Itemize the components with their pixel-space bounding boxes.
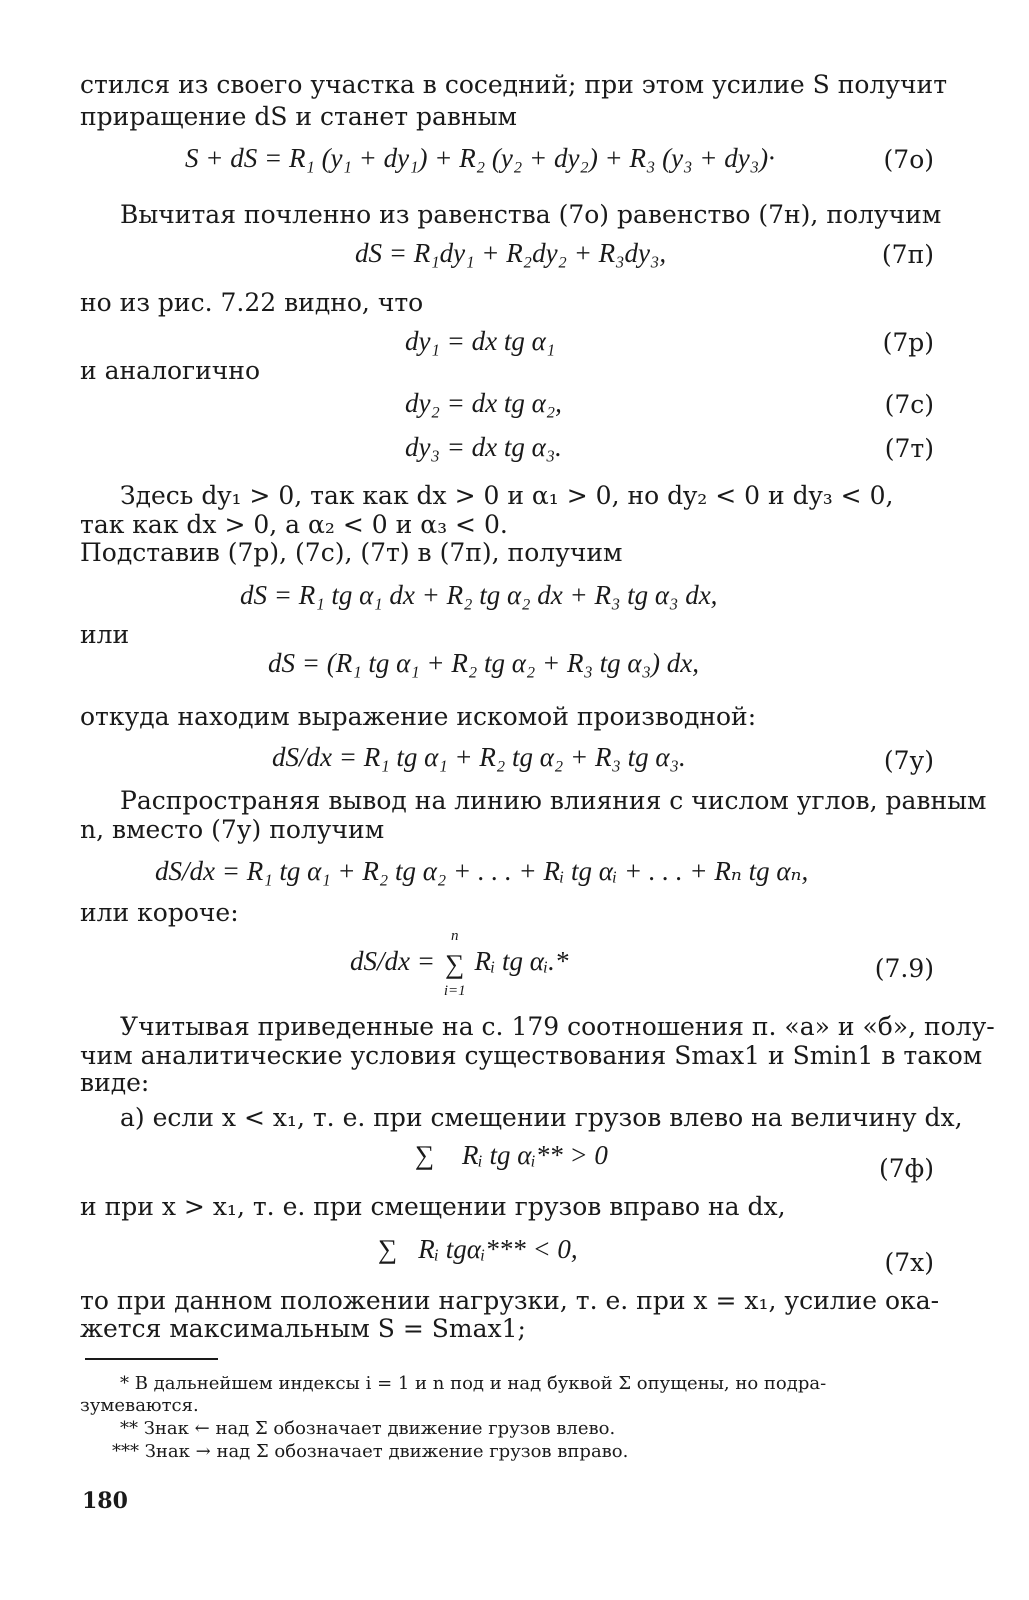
text-line: чим аналитические условия существования Smax1 и Smin1 в таком <box>80 1041 983 1070</box>
equation-7r: dy₁ = dx tg α₁ <box>405 326 556 356</box>
text-line: n, вместо (7у) получим <box>80 815 385 844</box>
text-line: откуда находим выражение искомой производной: <box>80 702 757 731</box>
text-line: Здесь dy₁ > 0, так как dx > 0 и α₁ > 0, но dy₂ < 0 и dy₃ < 0, <box>120 481 894 510</box>
footnote-2: ** Знак ← над Σ обозначает движение грузов влево. <box>120 1418 616 1439</box>
eq-rhs: Rᵢ tg αᵢ.* <box>474 946 569 976</box>
equation-number: (7р) <box>882 328 934 357</box>
text-line: стился из своего участка в соседний; при этом усилие S получит <box>80 70 948 99</box>
equation-7x: ∑⃗Rᵢ tgαᵢ*** < 0, <box>378 1234 578 1264</box>
equation-number: (7о) <box>883 145 934 174</box>
sum-lower-limit: i=1 <box>443 982 466 999</box>
text-line: или <box>80 620 130 649</box>
equation-7o: S + dS = R₁ (y₁ + dy₁) + R₂ (y₂ + dy₂) + R₃ (y₃ + dy₃)· <box>185 143 775 173</box>
text-line: то при данном положении нагрузки, т. е. при x = x₁, усилие ока- <box>80 1286 940 1315</box>
footnote-separator <box>85 1358 218 1360</box>
equation-7t: dy₃ = dx tg α₃. <box>405 432 562 462</box>
text-line: и при x > x₁, т. е. при смещении грузов вправо на dx, <box>80 1192 786 1221</box>
equation-7p: dS = R₁dy₁ + R₂dy₂ + R₃dy₃, <box>355 238 667 268</box>
equation-7s: dy₂ = dx tg α₂, <box>405 388 562 418</box>
summation-symbol <box>442 927 468 999</box>
equation-substituted-1: dS = R₁ tg α₁ dx + R₂ tg α₂ dx + R₃ tg α₃ dx, <box>240 580 718 610</box>
text-line: или короче: <box>80 898 239 927</box>
equation-number: (7п) <box>881 240 934 269</box>
page-number: 180 <box>82 1488 128 1514</box>
equation-7u: dS/dx = R₁ tg α₁ + R₂ tg α₂ + R₃ tg α₃. <box>272 742 686 772</box>
text-line: жется максимальным S = Smax1; <box>80 1314 526 1343</box>
text-line: а) если x < x₁, т. е. при смещении грузов влево на величину dx, <box>120 1103 963 1132</box>
equation-number: (7.9) <box>874 954 934 983</box>
footnote-1: * В дальнейшем индексы i = 1 и n под и над буквой Σ опущены, но подра- <box>120 1373 827 1394</box>
equation-number: (7с) <box>884 390 934 419</box>
equation-general: dS/dx = R₁ tg α₁ + R₂ tg α₂ + . . . + Rᵢ tg αᵢ + . . . + Rₙ tg αₙ, <box>155 856 809 886</box>
text-line: Учитывая приведенные на с. 179 соотношения п. «а» и «б», полу- <box>120 1012 995 1041</box>
sum-sign: ∑ <box>445 948 465 979</box>
equation-number: (7у) <box>883 746 934 775</box>
equation-number: (7т) <box>884 434 934 463</box>
eq-lhs: dS/dx = <box>350 946 435 976</box>
text-line: приращение dS и станет равным <box>80 102 517 131</box>
footnote-1-continued: зумеваются. <box>80 1395 199 1416</box>
text-line: Подставив (7р), (7с), (7т) в (7п), получим <box>80 538 623 567</box>
equation-7f: ∑⃖ Rᵢ tg αᵢ** > 0 <box>415 1140 608 1170</box>
text-line: виде: <box>80 1068 150 1097</box>
equation-number: (7х) <box>884 1248 934 1277</box>
equation-7-9 <box>350 927 569 999</box>
text-line: но из рис. 7.22 видно, что <box>80 288 424 317</box>
equation-number: (7ф) <box>879 1154 934 1183</box>
sum-upper-limit: n <box>450 927 459 944</box>
text-line: Распространяя вывод на линию влияния с числом углов, равным <box>120 786 987 815</box>
text-line: и аналогично <box>80 356 261 385</box>
footnote-3: *** Знак → над Σ обозначает движение грузов вправо. <box>112 1441 629 1462</box>
text-line: Вычитая почленно из равенства (7о) равенство (7н), получим <box>120 200 942 229</box>
equation-substituted-2: dS = (R₁ tg α₁ + R₂ tg α₂ + R₃ tg α₃) dx, <box>268 648 699 678</box>
text-line: так как dx > 0, а α₂ < 0 и α₃ < 0. <box>80 510 508 539</box>
